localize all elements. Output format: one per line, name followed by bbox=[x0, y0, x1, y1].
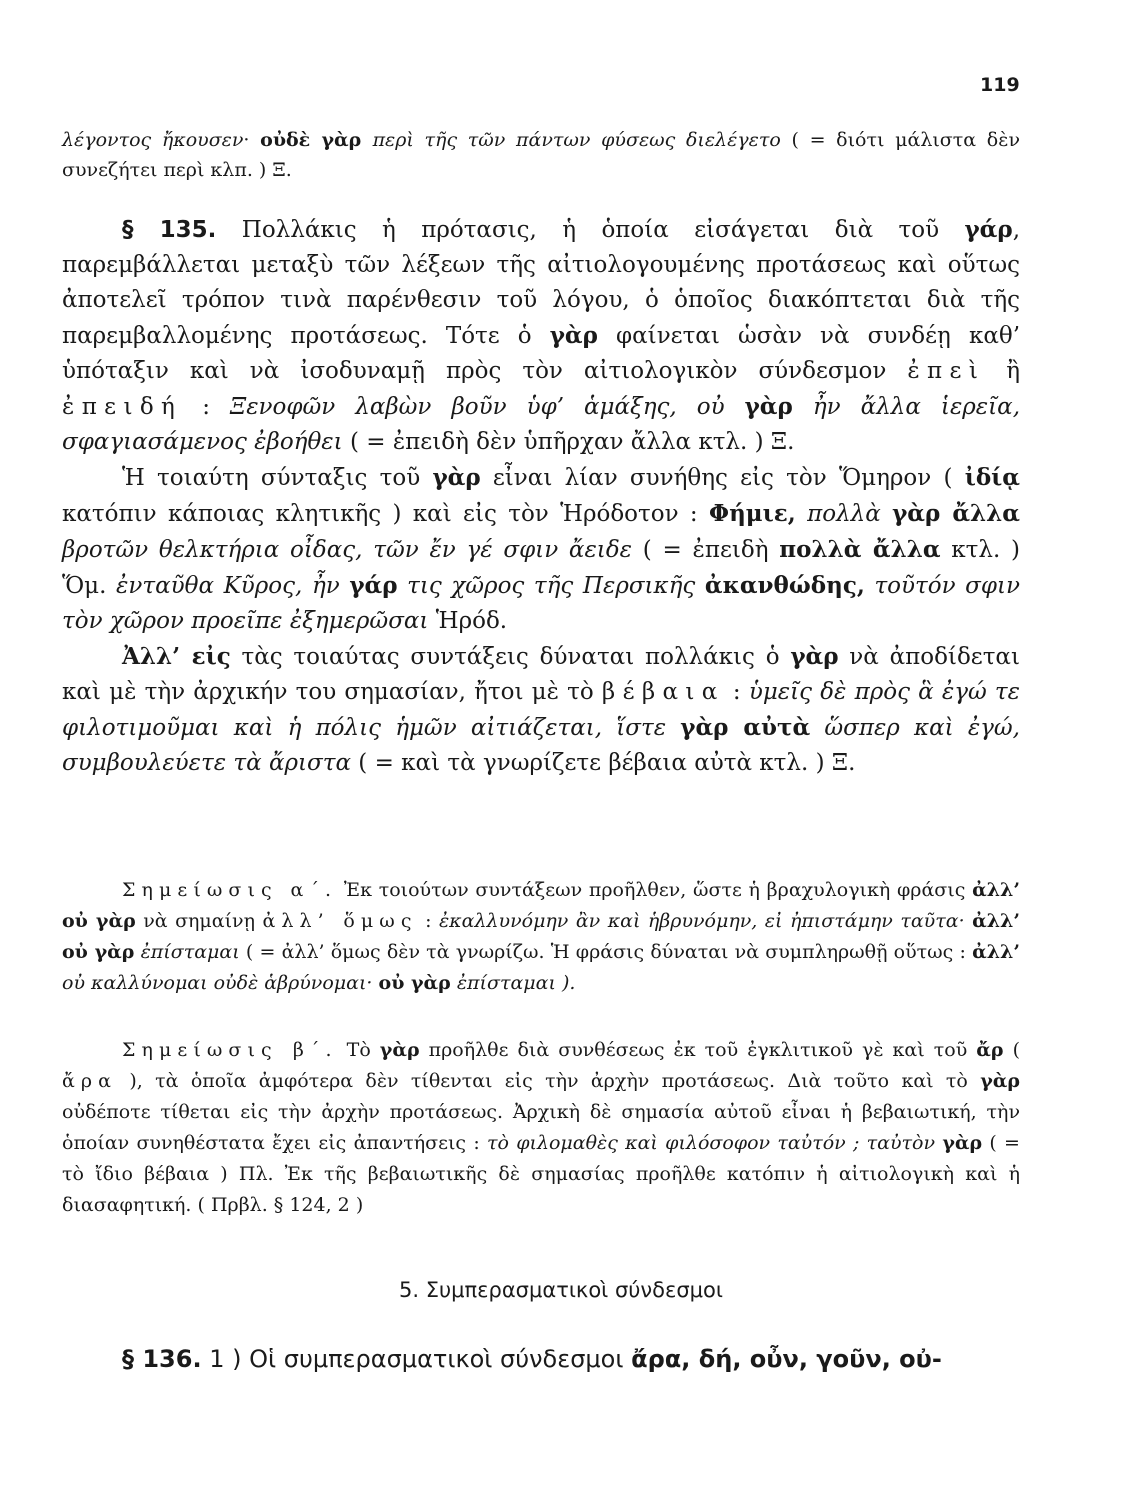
note-alpha-text bbox=[62, 875, 1020, 999]
text-run: ἐπεὶ bbox=[907, 358, 986, 384]
text-run: ἢ bbox=[985, 358, 1020, 384]
text-run: ἀλλ’ ὅμως bbox=[262, 910, 418, 932]
text-run: Σημείωσις β΄. bbox=[122, 1039, 338, 1061]
text-run: Φήμιε, bbox=[709, 500, 796, 527]
text-run: : bbox=[182, 394, 231, 420]
text-run: Τὸ bbox=[337, 1039, 380, 1061]
section-136-number: § 136. bbox=[122, 1345, 202, 1373]
text-run: ἦν ἄλλα ἱερεῖα, σφαγιασάμενος ἐβοήθει bbox=[62, 394, 1021, 455]
text-run: ( bbox=[1003, 1039, 1020, 1061]
text-run: : bbox=[724, 679, 749, 705]
text-run: γὰρ αὐτὰ bbox=[680, 714, 811, 741]
section-135-p1-text bbox=[62, 217, 1020, 455]
page-number: 119 bbox=[980, 74, 1020, 96]
text-run: κτλ. ) Ὅμ. bbox=[62, 537, 1020, 599]
text-run: τοῦτόν σφιν τὸν χῶρον προεῖπε ἐξημερῶσαι bbox=[62, 573, 1020, 634]
text-run: γὰρ bbox=[744, 393, 793, 420]
section-135-number: § 135. bbox=[122, 217, 217, 243]
text-run: ( = τὸ ἴδιο βέβαια ) Πλ. Ἐκ τῆς βεβαιωτικῆς δὲ σημασίας προῆλθε κατόπιν ἡ αἰτιολογικὴ καὶ ἡ διασαφητική. ( Πρβλ. § 124, 2 ) bbox=[62, 1132, 1020, 1216]
text-run: ( = ἐπειδὴ bbox=[632, 537, 780, 563]
text-run: Ξενοφῶν λαβὼν βοῦν ὑφ’ ἁμάξης, οὐ bbox=[230, 394, 745, 420]
text-run: ἀλλ’ bbox=[972, 941, 1020, 963]
text-run: ἐπίσταμαι bbox=[134, 941, 240, 963]
text-run: τις χῶρος τῆς Περσικῆς bbox=[397, 573, 705, 599]
section-136 bbox=[62, 1342, 1020, 1377]
note-alpha bbox=[62, 875, 1020, 999]
text-run: ( = ἀλλ’ ὅμως δὲν τὰ γνωρίζω. Ἡ φράσις δύναται νὰ συμπληρωθῇ οὕτως : bbox=[239, 941, 973, 963]
text-run: φαίνεται ὡσὰν νὰ συνδέῃ καθ’ ὑπόταξιν καὶ νὰ ἰσοδυναμῇ πρὸς τὸν αἰτιολογικὸν σύνδεσμον bbox=[62, 323, 1021, 384]
text-run: πολλὰ ἄλλα bbox=[779, 536, 941, 563]
text-run: περὶ τῆς τῶν πάντων φύσεως διελέγετο bbox=[372, 129, 781, 151]
section-136-text bbox=[202, 1345, 942, 1373]
text-run: γὰρ bbox=[790, 643, 839, 670]
text-run: ( = διότι μάλιστα δὲν συνεζήτει περὶ κλπ. ) Ξ. bbox=[62, 129, 1020, 181]
text-run: βέβαια bbox=[601, 679, 725, 705]
text-run: Ἐκ τοιούτων συντάξεων προῆλθεν, ὥστε ἡ βραχυλογικὴ φράσις bbox=[337, 879, 973, 901]
text-run: ἰδίᾳ bbox=[964, 464, 1020, 491]
text-run: γάρ bbox=[964, 216, 1013, 243]
text-run: γὰρ bbox=[432, 464, 481, 491]
text-run: οὐδὲ γὰρ bbox=[260, 129, 373, 151]
text-run: ἄρ bbox=[976, 1039, 1004, 1061]
section-135-paragraph-3 bbox=[62, 639, 1020, 781]
text-run: γὰρ bbox=[942, 1132, 983, 1154]
text-run: ( = καὶ τὰ γνωρίζετε βέβαια αὐτὰ κτλ. ) Ξ. bbox=[350, 750, 856, 776]
text-run: οὐ γὰρ bbox=[378, 972, 451, 994]
text-run: · bbox=[243, 129, 261, 151]
text-run: ἀκανθώδης, bbox=[704, 572, 865, 599]
note-beta-text bbox=[62, 1035, 1020, 1221]
text-run: πολλὰ bbox=[795, 501, 893, 527]
text-run: οὐδέποτε τίθεται εἰς τὴν ἀρχὴν προτάσεως. Ἀρχικὴ δὲ σημασία αὐτοῦ εἶναι ἡ βεβαιωτική, τὴν ὁποίαν συνηθέστατα ἔχει εἰς ἀπαντήσεις : bbox=[62, 1101, 1020, 1154]
note-beta bbox=[62, 1035, 1020, 1221]
text-run: γάρ bbox=[349, 572, 398, 599]
text-run: Ἡρόδ. bbox=[428, 608, 508, 634]
continuation-text bbox=[62, 125, 1020, 185]
text-run: 1 ) Οἱ συμπερασματικοὶ σύνδεσμοι bbox=[201, 1345, 632, 1373]
text-run: ὑμεῖς δὲ πρὸς ἃ ἐγώ τε φιλοτιμοῦμαι καὶ ἡ πόλις ἡμῶν αἰτιάζεται, ἵστε bbox=[62, 679, 1021, 741]
text-run: τὰς τοιαύτας συντάξεις δύναται πολλάκις ὁ bbox=[230, 644, 791, 670]
text-run: ἀλλ’ οὐ γὰρ bbox=[62, 910, 1020, 963]
text-run: οὐ καλλύνομαι οὐδὲ ἁβρύνομαι· bbox=[62, 972, 379, 994]
text-run: ἐπίσταμαι ). bbox=[450, 972, 576, 994]
continuation-paragraph bbox=[62, 125, 1020, 185]
text-run: ἐνταῦθα Κῦρος, ἦν bbox=[116, 573, 350, 599]
text-run: ὥσπερ καὶ ἐγώ, συμβουλεύετε τὰ ἄριστα bbox=[62, 715, 1020, 776]
text-run: γὰρ ἄλλα bbox=[892, 500, 1020, 527]
text-run: λέγοντος ἤκουσεν bbox=[62, 129, 244, 151]
text-run: ), τὰ ὁποῖα ἀμφότερα δὲν τίθενται εἰς τὴν ἀρχὴν προτάσεως. Διὰ τοῦτο καὶ τὸ bbox=[117, 1070, 981, 1092]
text-run: γὰρ bbox=[549, 322, 598, 349]
text-run: Πολλάκις ἡ πρότασις, ἡ ὁποία εἰσάγεται διὰ τοῦ bbox=[216, 217, 965, 243]
text-run: Σημείωσις α΄. bbox=[122, 879, 338, 901]
text-run: νὰ ἀποδίδεται καὶ μὲ τὴν ἀρχικήν του σημασίαν, ἤτοι μὲ τὸ bbox=[62, 644, 1020, 705]
text-run: ἄρα bbox=[62, 1070, 118, 1092]
text-run: ἀλλ’ οὐ γὰρ bbox=[62, 879, 1020, 932]
text-run: , παρεμβάλλεται μεταξὺ τῶν λέξεων τῆς αἰτιολογουμένης προτάσεως καὶ οὕτως ἀποτελεῖ τρόπον τινὰ παρένθεσιν τοῦ λόγου, ὁ ὁποῖος διακόπτεται διὰ τῆς παρεμβαλλομένης προτάσεως. Τότε ὁ bbox=[62, 217, 1020, 349]
text-run: : bbox=[417, 910, 439, 932]
text-run: ἐπειδή bbox=[62, 394, 183, 420]
subsection-title: 5. Συμπερασματικοὶ σύνδεσμοι bbox=[399, 1278, 723, 1302]
text-run: γὰρ bbox=[980, 1070, 1020, 1092]
section-135-paragraph-2 bbox=[62, 460, 1020, 639]
section-135-paragraph-1 bbox=[62, 212, 1020, 460]
text-run: εἶναι λίαν συνήθης εἰς τὸν Ὅμηρον ( bbox=[480, 465, 965, 491]
text-run: ἐκαλλυνόμην ἂν καὶ ἡβρυνόμην, εἰ ἠπιστάμην ταῦτα· bbox=[438, 910, 973, 932]
text-run: κατόπιν κάποιας κλητικῆς ) καὶ εἰς τὸν Ἡρόδοτον : bbox=[62, 501, 710, 527]
text-run: βροτῶν θελκτήρια οἶδας, τῶν ἔν γέ σφιν ἄειδε bbox=[62, 537, 633, 563]
section-135 bbox=[62, 212, 1020, 781]
text-run: Ἡ τοιαύτη σύνταξις τοῦ bbox=[122, 465, 433, 491]
section-136-paragraph bbox=[62, 1342, 1020, 1377]
text-run: ἄρα, δή, οὖν, γοῦν, οὐ- bbox=[631, 1345, 942, 1373]
text-run: γὰρ bbox=[379, 1039, 420, 1061]
text-run: νὰ σημαίνῃ bbox=[135, 910, 263, 932]
text-run: ( = ἐπειδὴ δὲν ὑπῆρχαν ἄλλα κτλ. ) Ξ. bbox=[342, 429, 795, 455]
text-run: προῆλθε διὰ συνθέσεως ἐκ τοῦ ἐγκλιτικοῦ γὲ καὶ τοῦ bbox=[419, 1039, 977, 1061]
text-run: τὸ φιλομαθὲς καὶ φιλόσοφον ταὐτόν ; ταὐτὸν bbox=[486, 1132, 943, 1154]
text-run: Ἀλλ’ εἰς bbox=[122, 643, 231, 670]
